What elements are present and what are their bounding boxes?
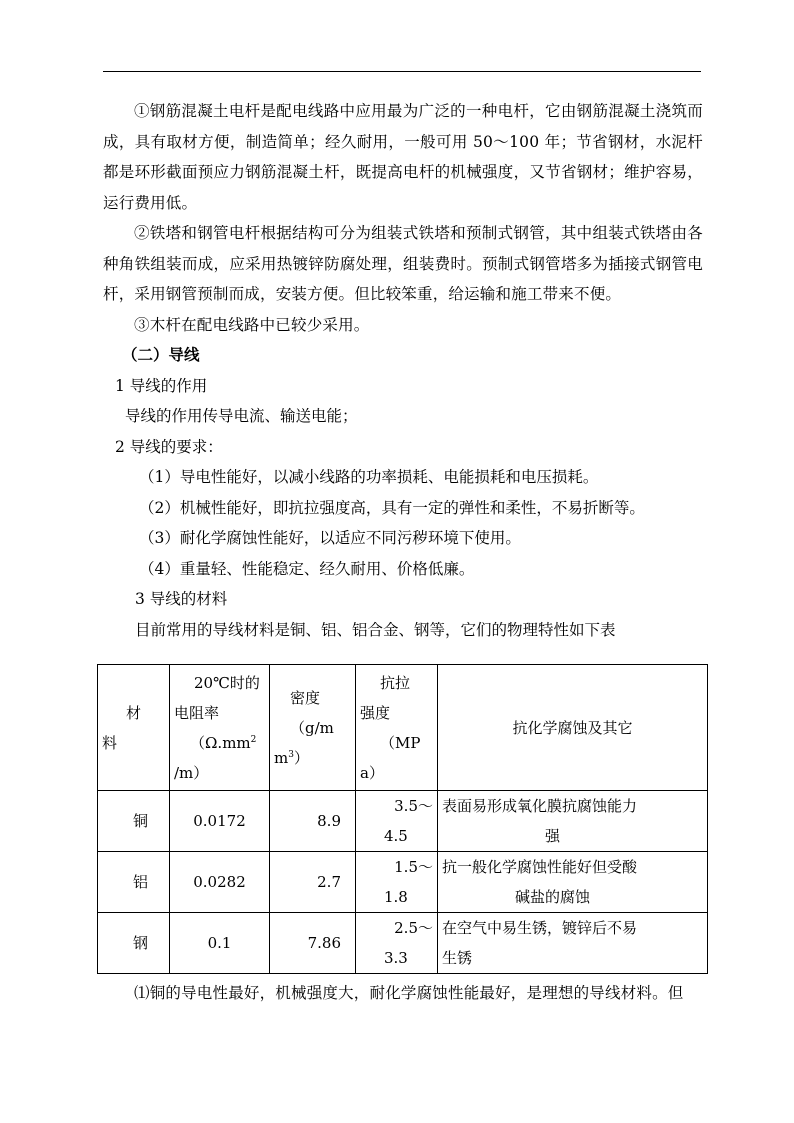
cell-density: 2.7	[270, 852, 356, 913]
header-rule	[103, 71, 701, 72]
table-header-row	[98, 665, 708, 791]
heading-conductor-materials: 3 导线的材料	[135, 590, 228, 608]
cell-chemical-resistance: 在空气中易生锈，镀锌后不易 生锈	[438, 913, 708, 974]
cell-chemical-resistance: 表面易形成氧化膜抗腐蚀能力 强	[438, 791, 708, 852]
heading-conductor-function: 1 导线的作用	[115, 376, 208, 395]
text-conductor-function: 导线的作用传导电流、输送电能；	[125, 407, 358, 425]
section-title-conductor: （二）导线	[122, 346, 200, 364]
cell-material: 铝	[98, 852, 170, 913]
paragraph-copper-properties: ⑴铜的导电性最好，机械强度大，耐化学腐蚀性能最好，是理想的导线材料。但	[134, 984, 684, 1002]
document-body	[103, 96, 703, 645]
header-tensile-strength: 抗拉 强度 （MP a）	[356, 665, 438, 791]
cell-tensile-strength: 2.5～ 3.3	[356, 913, 438, 974]
cell-resistivity: 0.0172	[170, 791, 270, 852]
table-row	[98, 852, 708, 913]
table-row	[98, 913, 708, 974]
cell-density: 8.9	[270, 791, 356, 852]
cell-material: 钢	[98, 913, 170, 974]
header-chemical-resistance: 抗化学腐蚀及其它	[438, 665, 708, 791]
cell-tensile-strength: 3.5～ 4.5	[356, 791, 438, 852]
paragraph-steel-tower: ②铁塔和钢管电杆根据结构可分为组装式铁塔和预制式钢管，其中组装式铁塔由各种角铁组装而成，应采用热镀锌防腐处理，组装费时。预制式钢管塔多为插接式钢管电杆，采用钢管预制而成，安装方便。但比较笨重，给运输和施工带来不便。	[103, 224, 703, 303]
header-resistivity: 20℃时的 电阻率 （$\Omega.mm^2$ /m）	[170, 665, 270, 791]
heading-conductor-requirements: 2 导线的要求：	[115, 437, 223, 456]
header-material: 材 料	[98, 665, 170, 791]
paragraph-wooden-pole: ③木杆在配电线路中已较少采用。	[134, 315, 370, 334]
paragraph-concrete-pole: ①钢筋混凝土电杆是配电线路中应用最为广泛的一种电杆，它由钢筋混凝土浇筑而成，具有取材方便，制造简单；经久耐用，一般可用 50～100 年；节省钢材，水泥杆都是环形截面预应力钢筋混凝土杆，既提高电杆的机械强度，又节省钢材；维护容易，运行费用低。	[103, 102, 703, 212]
cell-density: 7.86	[270, 913, 356, 974]
table-row	[98, 791, 708, 852]
cell-tensile-strength: 1.5～ 1.8	[356, 852, 438, 913]
text-conductor-materials: 目前常用的导线材料是铜、铝、铝合金、钢等，它们的物理特性如下表	[135, 620, 616, 639]
cell-resistivity: 0.0282	[170, 852, 270, 913]
cell-material: 铜	[98, 791, 170, 852]
requirement-item-4: （4）重量轻、性能稳定、经久耐用、价格低廉。	[139, 559, 475, 578]
cell-chemical-resistance: 抗一般化学腐蚀性能好但受酸 碱盐的腐蚀	[438, 852, 708, 913]
requirement-item-3: （3）耐化学腐蚀性能好，以适应不同污秽环境下使用。	[139, 529, 521, 547]
cell-resistivity: 0.1	[170, 913, 270, 974]
requirement-item-2: （2）机械性能好，即抗拉强度高，具有一定的弹性和柔性，不易折断等。	[139, 498, 645, 517]
requirement-item-1: （1）导电性能好，以减小线路的功率损耗、电能损耗和电压损耗。	[139, 468, 599, 486]
header-density: 密度 （g/m $m^3$）	[270, 665, 356, 791]
material-properties-table	[97, 664, 708, 974]
